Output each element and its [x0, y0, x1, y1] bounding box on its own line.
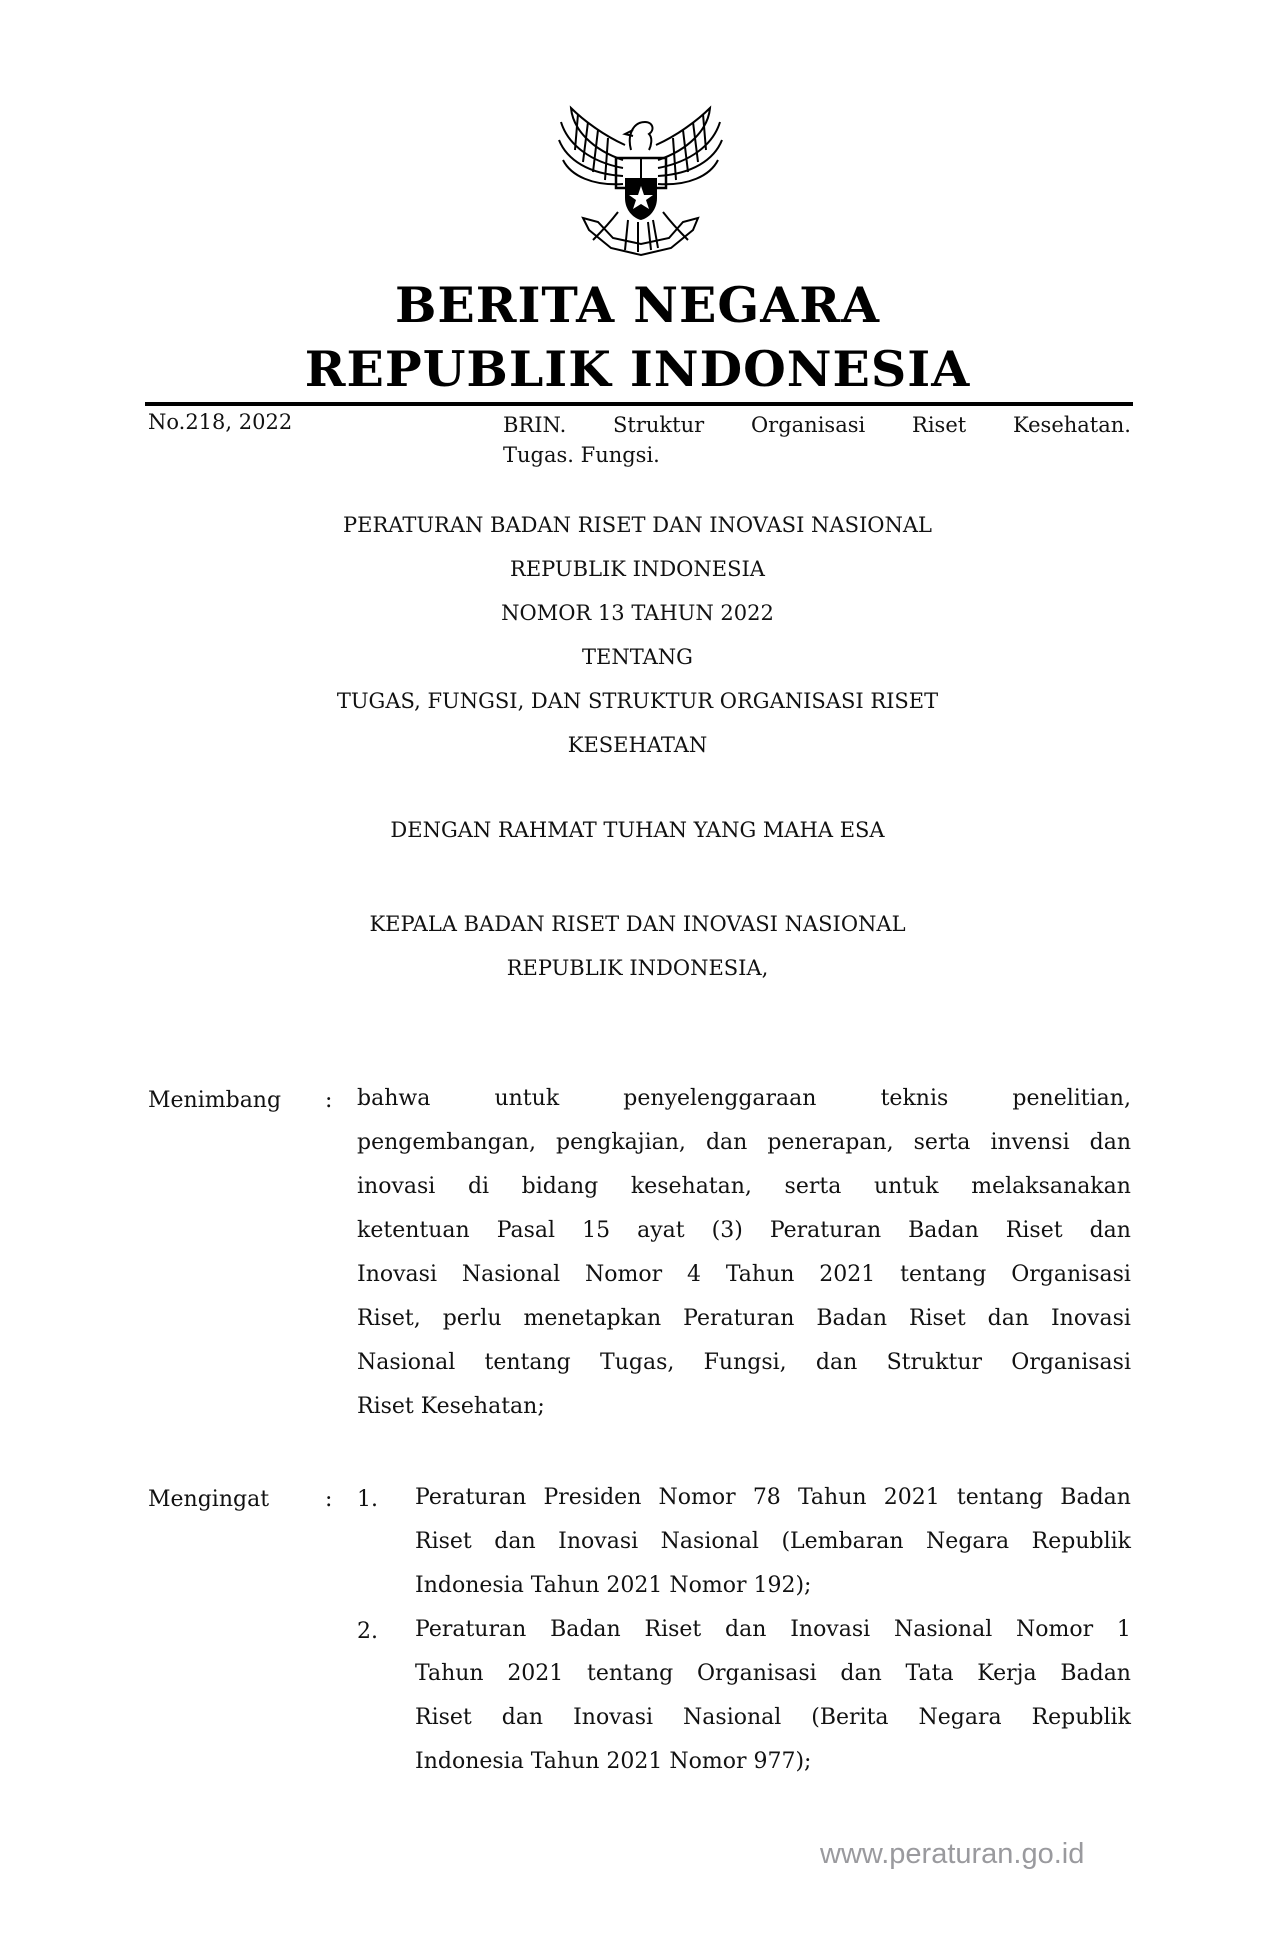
word: Negara: [926, 1529, 1010, 1554]
word: tentang: [956, 1485, 1044, 1510]
word: Riset: [644, 1617, 702, 1642]
word: dan: [987, 1306, 1030, 1331]
word: Riset: [908, 1306, 966, 1331]
word: 2021: [819, 1262, 876, 1287]
word: tentang: [900, 1262, 987, 1287]
word: (Berita: [811, 1705, 889, 1730]
word: dan: [1089, 1130, 1131, 1155]
word: 2021: [883, 1485, 940, 1510]
word: Tahun: [725, 1262, 795, 1287]
word: tentang: [587, 1661, 674, 1686]
word: Tahun: [415, 1661, 484, 1686]
word: untuk: [873, 1174, 939, 1199]
gazette-subject: [503, 410, 1131, 470]
text-line: [415, 1608, 1131, 1652]
text-line: [415, 1476, 1131, 1520]
text-line: [357, 1209, 1131, 1253]
masthead-title-line1: BERITA NEGARA: [394, 276, 880, 334]
text-line: [415, 1696, 1131, 1740]
word: Nasional: [357, 1350, 456, 1375]
word: Nomor: [584, 1262, 663, 1287]
word: Nasional: [893, 1617, 993, 1642]
word: Inovasi: [558, 1529, 639, 1554]
word: dan: [815, 1350, 858, 1375]
word: penerapan,: [767, 1130, 894, 1155]
word: pengembangan,: [357, 1130, 536, 1155]
mengingat-label: Mengingat: [148, 1487, 270, 1512]
text-line: [415, 1740, 1131, 1784]
garuda-emblem-icon: [553, 100, 728, 260]
word: di: [467, 1174, 490, 1199]
word: teknis: [880, 1086, 949, 1111]
gazette-subject-line2: Tugas. Fungsi.: [503, 443, 660, 467]
word: Riset,: [357, 1306, 421, 1331]
masthead-divider: [145, 402, 1133, 406]
word: dan: [705, 1130, 748, 1155]
title-line: TENTANG: [582, 645, 693, 669]
text-line: [415, 1564, 1131, 1608]
word: Riset: [415, 1705, 472, 1730]
word: tentang: [484, 1350, 571, 1375]
word: pengkajian,: [555, 1130, 686, 1155]
text-line: [415, 1520, 1131, 1564]
word: Negara: [918, 1705, 1002, 1730]
word: Riset Kesehatan;: [357, 1394, 545, 1419]
title-line: KESEHATAN: [567, 733, 708, 757]
word: dan: [494, 1529, 536, 1554]
word: melaksanakan: [971, 1174, 1131, 1199]
word: dan: [725, 1617, 767, 1642]
word: Fungsi,: [703, 1350, 787, 1375]
word: Inovasi: [790, 1617, 871, 1642]
word: Nasional: [660, 1529, 759, 1554]
word: Inovasi: [1050, 1306, 1131, 1331]
title-line: REPUBLIK INDONESIA: [510, 557, 765, 581]
word: Riset: [1005, 1218, 1063, 1243]
authority-line: REPUBLIK INDONESIA,: [506, 956, 769, 980]
word: Inovasi: [357, 1262, 437, 1287]
gazette-number: No.218, 2022: [148, 410, 293, 434]
text-line: [357, 1341, 1131, 1385]
word: Indonesia Tahun 2021 Nomor 192);: [415, 1573, 812, 1598]
word: Presiden: [543, 1485, 642, 1510]
authority-line: KEPALA BADAN RISET DAN INOVASI NASIONAL: [369, 912, 906, 936]
title-line: TUGAS, FUNGSI, DAN STRUKTUR ORGANISASI RISET: [336, 689, 939, 713]
word: 15: [582, 1218, 611, 1243]
word: Badan: [550, 1617, 621, 1642]
mengingat-item-number: 1.: [357, 1487, 378, 1512]
gazette-subject-line1: [503, 410, 1131, 440]
word: penelitian,: [1012, 1086, 1131, 1111]
word: 78: [752, 1485, 781, 1510]
word: (3): [711, 1218, 743, 1243]
word: Peraturan: [415, 1617, 527, 1642]
mengingat-item-1: [415, 1476, 1131, 1608]
word: 2021: [507, 1661, 564, 1686]
subject-word: Riset: [912, 413, 967, 437]
text-line: [357, 1253, 1131, 1297]
word: perlu: [442, 1306, 502, 1331]
word: serta: [913, 1130, 971, 1155]
word: Indonesia Tahun 2021 Nomor 977);: [415, 1749, 812, 1774]
subject-word: Organisasi: [750, 413, 866, 437]
text-line: [415, 1652, 1131, 1696]
word: Republik: [1031, 1529, 1131, 1554]
word: Organisasi: [697, 1661, 817, 1686]
word: Badan: [908, 1218, 979, 1243]
word: Inovasi: [573, 1705, 654, 1730]
word: Republik: [1031, 1705, 1131, 1730]
word: Badan: [1060, 1485, 1131, 1510]
word: Nomor: [1016, 1617, 1094, 1642]
word: Nomor: [658, 1485, 736, 1510]
menimbang-label: Menimbang: [148, 1088, 282, 1113]
word: 1: [1116, 1617, 1131, 1642]
invocation-text: DENGAN RAHMAT TUHAN YANG MAHA ESA: [390, 818, 885, 842]
word: dan: [501, 1705, 544, 1730]
word: Tugas,: [600, 1350, 675, 1375]
word: kesehatan,: [630, 1174, 752, 1199]
word: Badan: [816, 1306, 887, 1331]
invocation: [0, 808, 1275, 852]
word: Peraturan: [683, 1306, 795, 1331]
word: serta: [784, 1174, 842, 1199]
subject-word: Struktur: [613, 413, 705, 437]
text-line: [357, 1121, 1131, 1165]
word: penyelenggaraan: [623, 1086, 817, 1111]
word: untuk: [494, 1086, 560, 1111]
word: Peraturan: [415, 1485, 527, 1510]
menimbang-text: [357, 1077, 1131, 1429]
mengingat-item-number: 2.: [357, 1619, 378, 1644]
word: Organisasi: [1011, 1350, 1131, 1375]
word: Nasional: [461, 1262, 561, 1287]
word: Kerja: [977, 1661, 1037, 1686]
word: dan: [840, 1661, 882, 1686]
menimbang-colon: :: [325, 1088, 333, 1113]
authority: [0, 902, 1275, 990]
text-line: [357, 1165, 1131, 1209]
word: invensi: [990, 1130, 1070, 1155]
title-line: NOMOR 13 TAHUN 2022: [501, 601, 774, 625]
word: Nasional: [683, 1705, 782, 1730]
subject-word: BRIN.: [503, 413, 567, 437]
masthead-title-line2: REPUBLIK INDONESIA: [304, 340, 971, 398]
mengingat-item-2: [415, 1608, 1131, 1784]
word: Struktur: [886, 1350, 983, 1375]
word: dan: [1089, 1218, 1131, 1243]
text-line: [357, 1297, 1131, 1341]
word: Riset: [415, 1529, 472, 1554]
word: Organisasi: [1011, 1262, 1131, 1287]
word: ketentuan: [357, 1218, 470, 1243]
word: menetapkan: [523, 1306, 662, 1331]
word: (Lembaran: [781, 1529, 904, 1554]
text-line: [357, 1385, 1131, 1429]
word: Tata: [905, 1661, 954, 1686]
word: Tahun: [797, 1485, 867, 1510]
word: Pasal: [496, 1218, 556, 1243]
word: ayat: [637, 1218, 685, 1243]
word: bidang: [521, 1174, 599, 1199]
word: Peraturan: [769, 1218, 882, 1243]
word: inovasi: [357, 1174, 436, 1199]
mengingat-colon: :: [325, 1487, 333, 1512]
title-line: PERATURAN BADAN RISET DAN INOVASI NASIONAL: [343, 513, 932, 537]
text-line: [357, 1077, 1131, 1121]
word: bahwa: [357, 1086, 431, 1111]
word: 4: [686, 1262, 701, 1287]
footer-website: www.peraturan.go.id: [820, 1838, 1085, 1870]
word: Badan: [1060, 1661, 1131, 1686]
regulation-title: [0, 503, 1275, 767]
subject-word: Kesehatan.: [1012, 413, 1131, 437]
